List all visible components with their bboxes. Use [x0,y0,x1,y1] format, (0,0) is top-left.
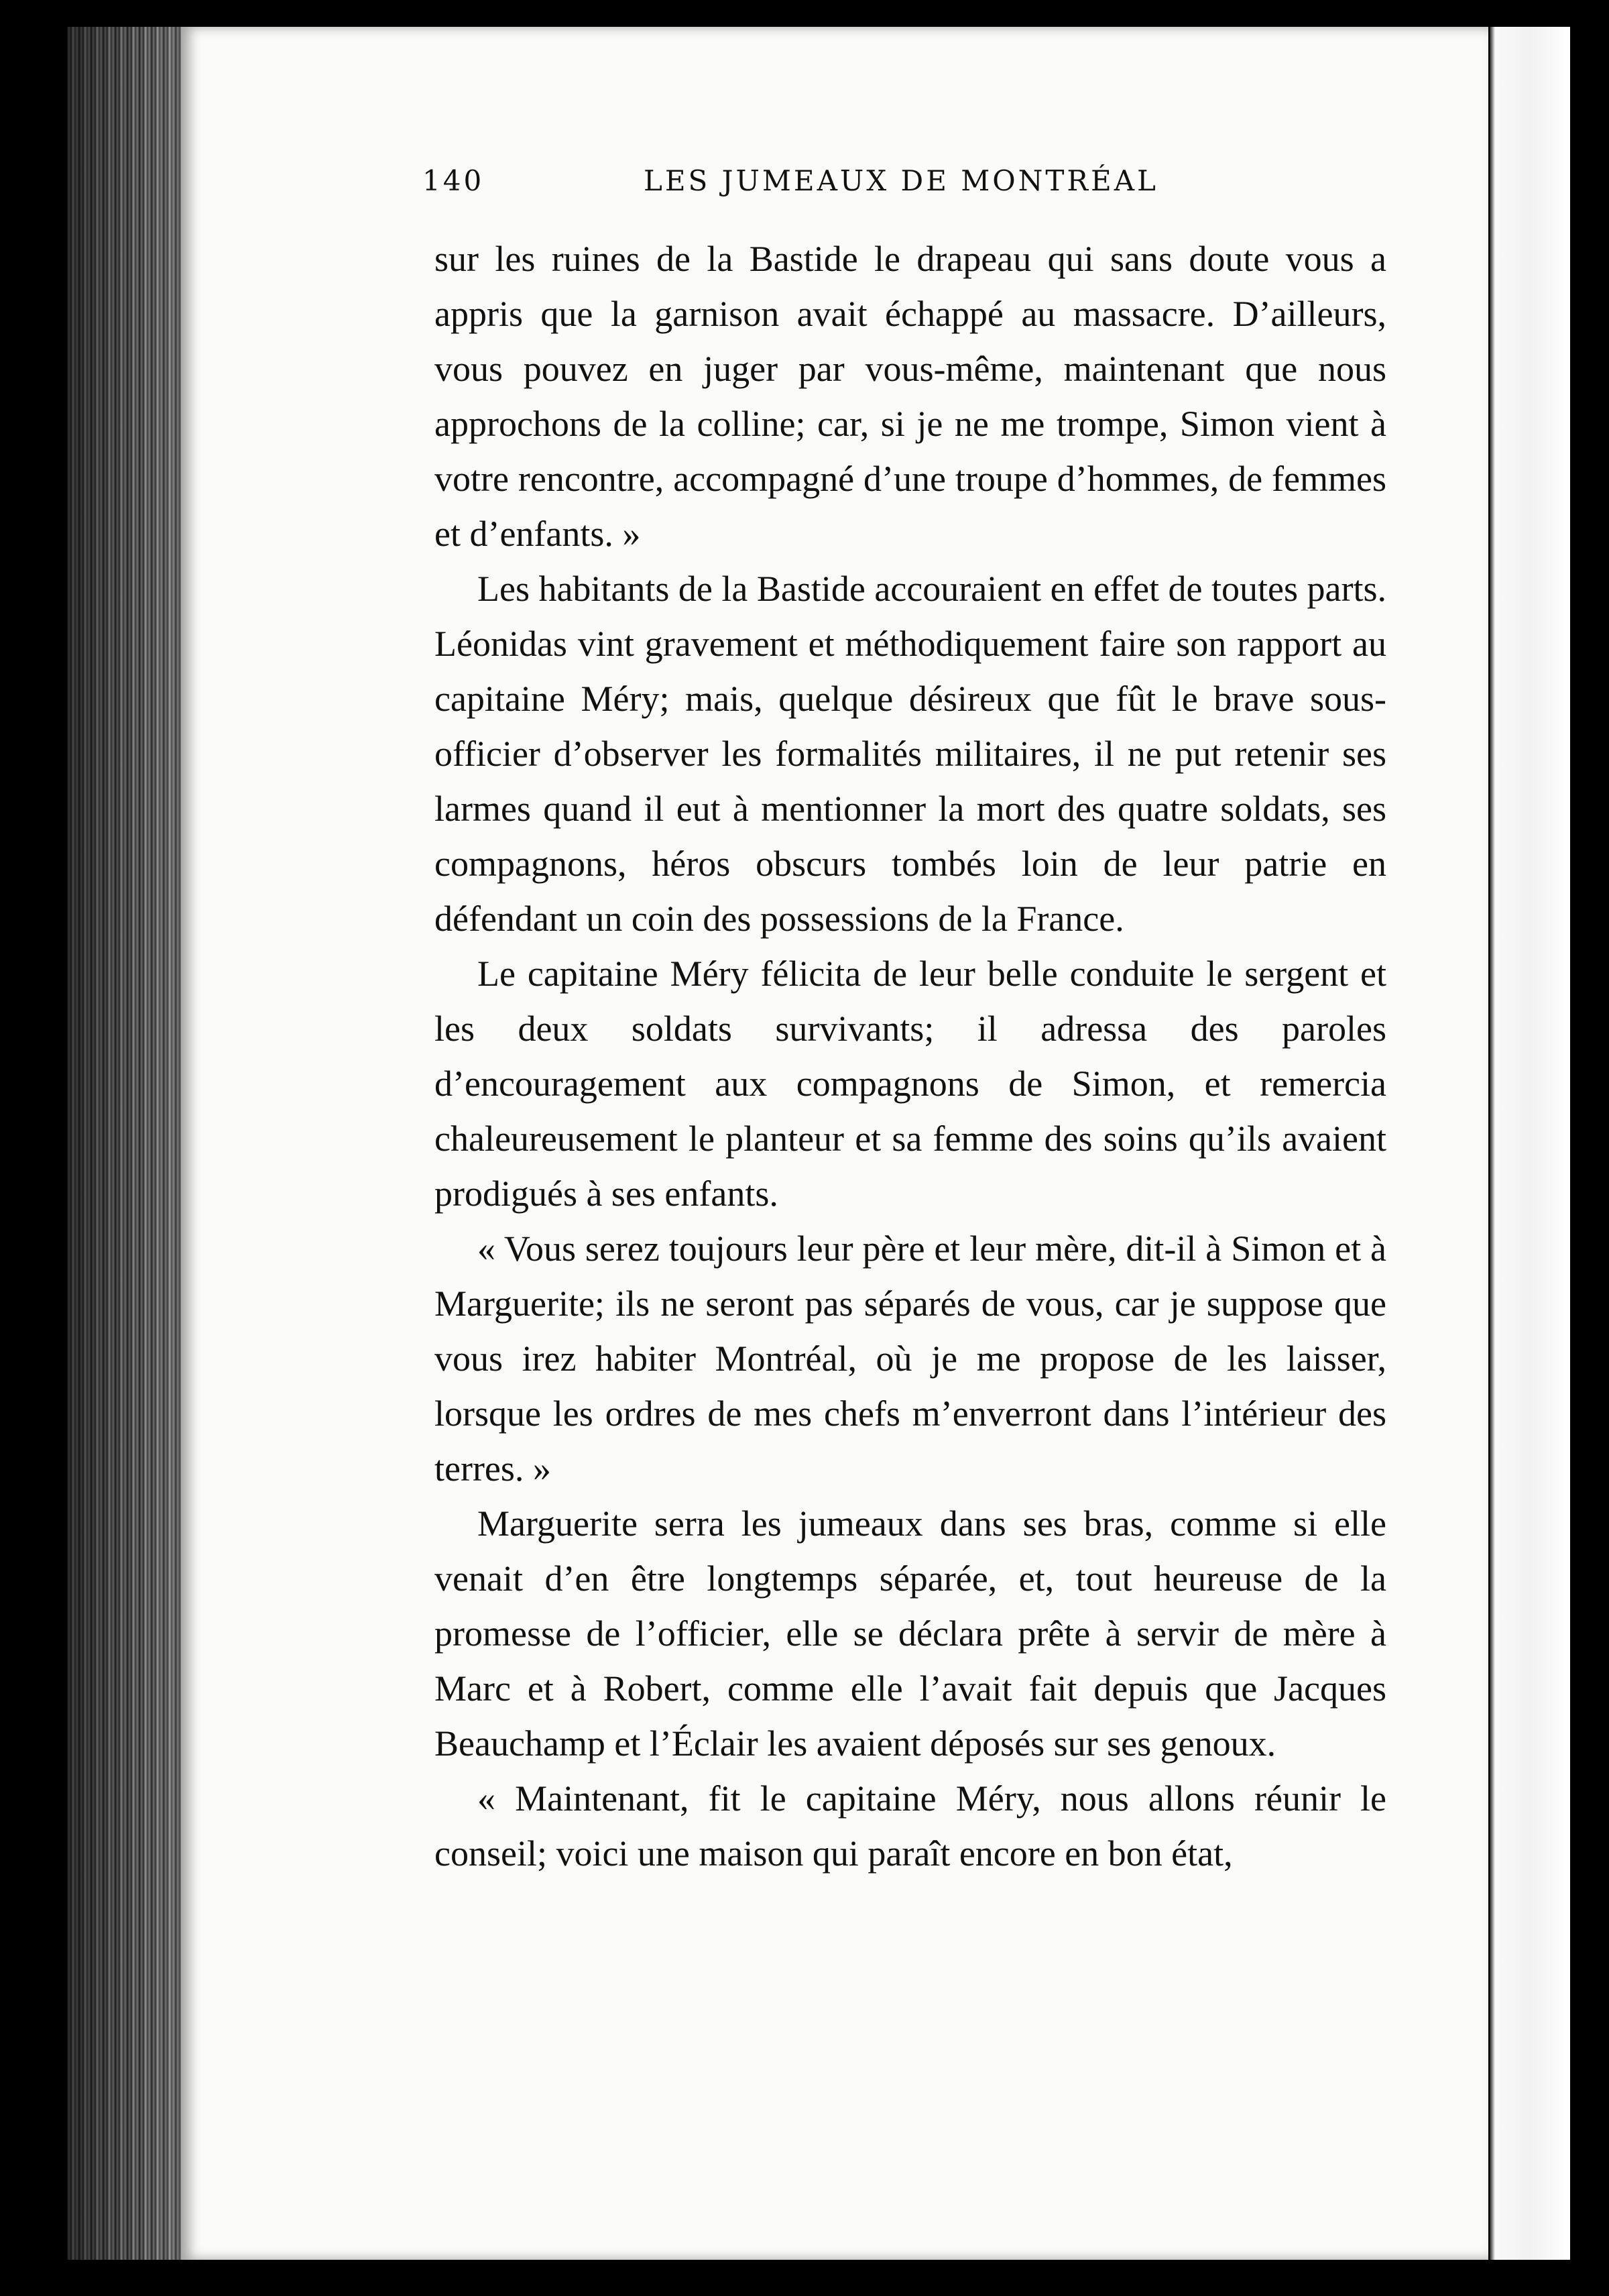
paragraph: « Vous serez toujours leur père et leur mère, dit-il à Simon et à Marguerite; ils ne seront pas séparés de vous, car je suppose que vous irez habiter Montréal, où je me propose de les laisser, lorsque les ordres de mes chefs m’enverront dans l’intérieur des terres. » [434,1228,1386,1489]
book-page-edges [67,27,194,2260]
running-header [422,164,1401,205]
opposite-page-edge [1490,27,1570,2260]
paragraph: « Maintenant, fit le capitaine Méry, nous allons réunir le conseil; voici une maison qui paraît encore en bon état, [434,1778,1386,1874]
book-title: LES JUMEAUX DE MONTRÉAL [644,164,1158,197]
page-text [434,231,1386,1881]
page-number: 140 [422,164,485,197]
paragraph-continuation: sur les ruines de la Bastide le drapeau qui sans doute vous a appris que la garnison avait échappé au massacre. D’ailleurs, vous pouvez en juger par vous-même, maintenant que nous approchons de la colline; car, si je ne me trompe, Simon vient à votre rencontre, accompagné d’une troupe d’hommes, de femmes et d’enfants. » [434,239,1386,554]
paragraph: Marguerite serra les jumeaux dans ses bras, comme si elle venait d’en être longtemps séparée, et, tout heureuse de la promesse de l’officier, elle se déclara prête à servir de mère à Marc et à Robert, comme elle l’avait fait depuis que Jacques Beauchamp et l’Éclair les avaient déposés sur ses genoux. [434,1503,1386,1764]
paragraph: Le capitaine Méry félicita de leur belle conduite le sergent et les deux soldats survivants; il adressa des paroles d’encouragement aux compagnons de Simon, et remercia chaleureusement le planteur et sa femme des soins qu’ils avaient prodigués à ses enfants. [434,954,1386,1214]
paragraph: Les habitants de la Bastide accouraient en effet de toutes parts. Léonidas vint gravement et méthodiquement faire son rapport au capitaine Méry; mais, quelque désireux que fût le brave sous-officier d’observer les formalités militaires, il ne put retenir ses larmes quand il eut à mentionner la mort des quatre soldats, ses compagnons, héros obscurs tombés loin de leur patrie en défendant un coin des possessions de la France. [434,569,1386,939]
